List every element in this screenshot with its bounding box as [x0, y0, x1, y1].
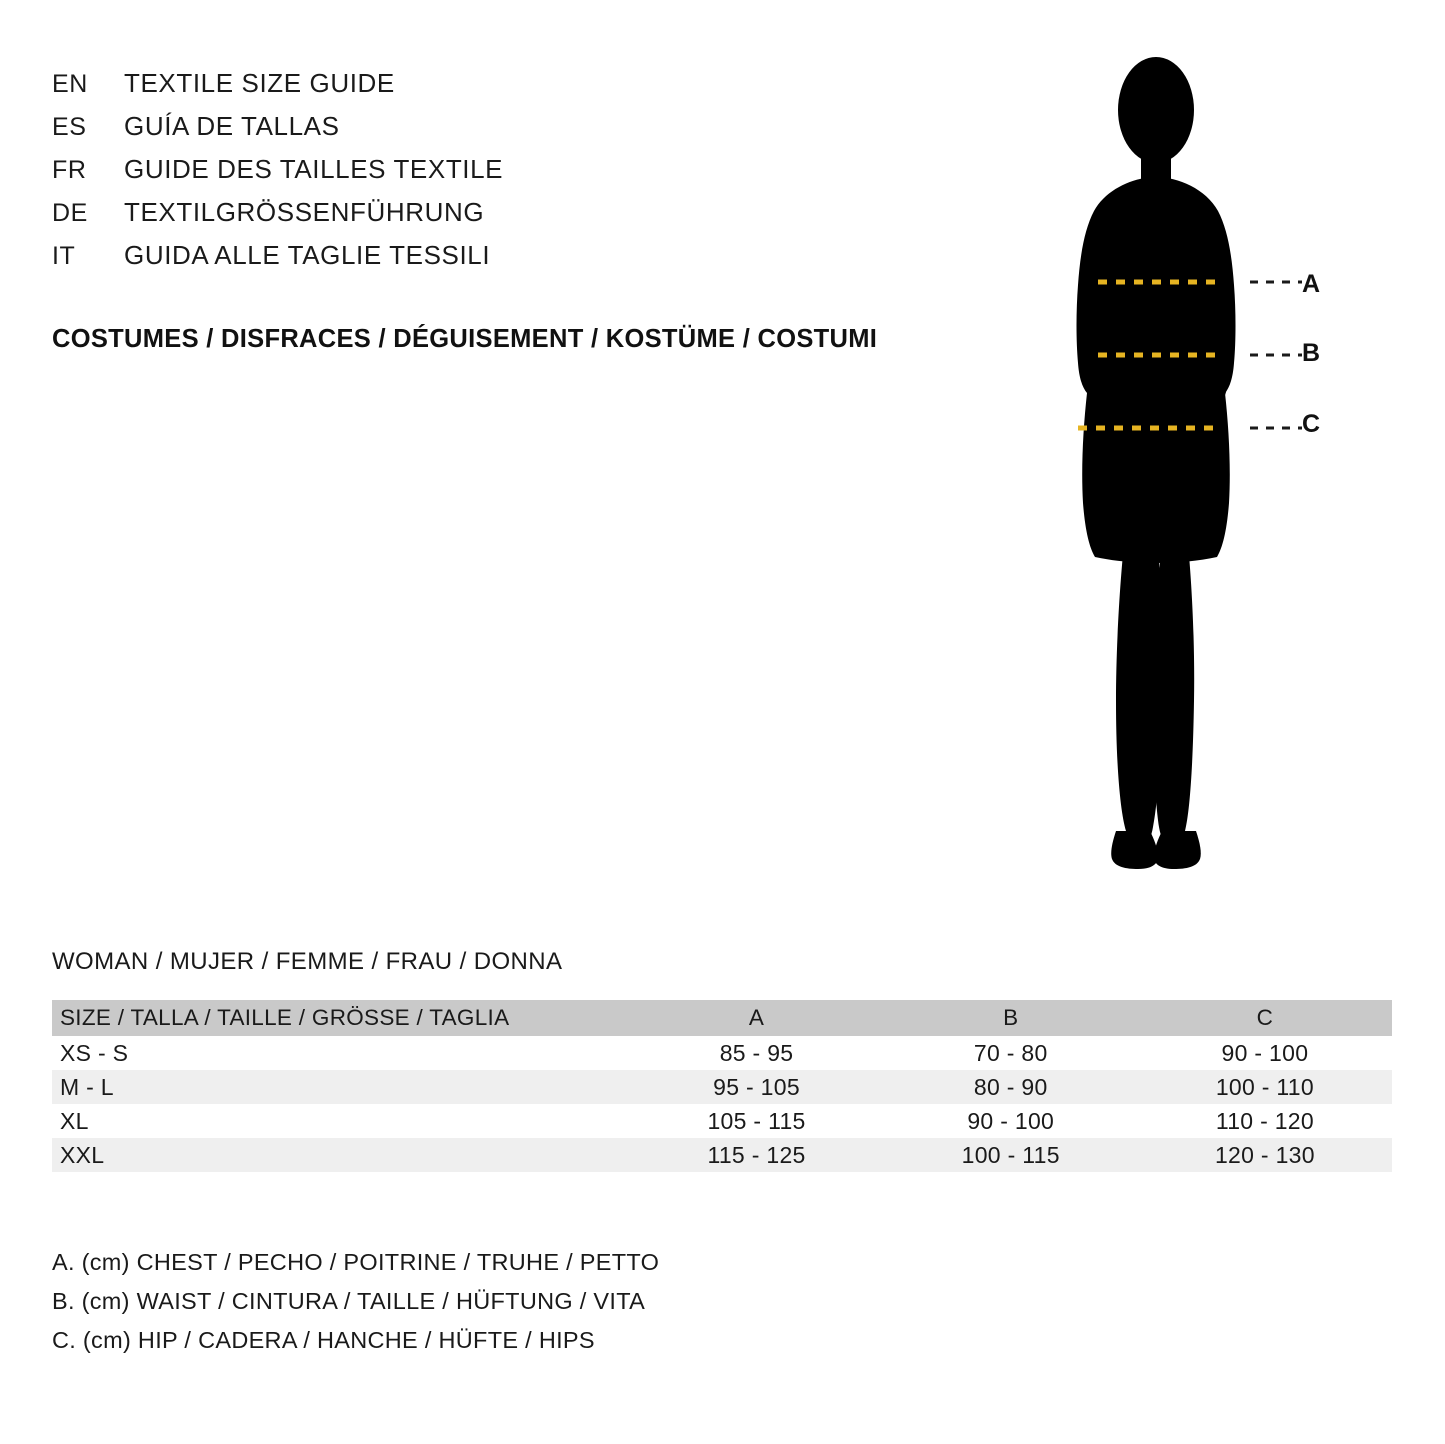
- table-row: [52, 1138, 1392, 1172]
- cell-b: 80 - 90: [973, 1073, 1048, 1100]
- language-text: GUÍA DE TALLAS: [124, 111, 340, 141]
- table-header-row: [52, 1000, 1392, 1036]
- marker-label-c: C: [1302, 410, 1321, 438]
- table-header-a: A: [748, 1005, 765, 1030]
- cell-size: XS - S: [60, 1039, 129, 1066]
- cell-size: XL: [60, 1107, 89, 1134]
- cell-size: M - L: [60, 1073, 114, 1100]
- language-code: IT: [52, 242, 76, 270]
- cell-c: 110 - 120: [1215, 1107, 1314, 1134]
- cell-b: 90 - 100: [967, 1107, 1055, 1134]
- language-code: DE: [52, 199, 88, 227]
- table-title: WOMAN / MUJER / FEMME / FRAU / DONNA: [52, 948, 563, 975]
- language-text: TEXTILGRÖSSENFÜHRUNG: [124, 197, 485, 227]
- legend-item-b: B. (cm) WAIST / CINTURA / TAILLE / HÜFTUNG / VITA: [52, 1288, 646, 1314]
- language-text: GUIDA ALLE TAGLIE TESSILI: [124, 240, 491, 270]
- language-row: [52, 68, 952, 111]
- cell-c: 100 - 110: [1215, 1073, 1314, 1100]
- language-code: FR: [52, 156, 87, 184]
- language-row: [52, 111, 952, 154]
- leader-lines: [1250, 282, 1302, 428]
- table-header-b: B: [1003, 1005, 1019, 1030]
- cell-c: 120 - 130: [1214, 1141, 1315, 1168]
- woman-silhouette-figure: [1010, 55, 1390, 895]
- cell-b: 100 - 115: [961, 1141, 1060, 1168]
- cell-a: 115 - 125: [707, 1141, 806, 1168]
- table-row: [52, 1036, 1392, 1070]
- language-text: GUIDE DES TAILLES TEXTILE: [124, 154, 504, 184]
- cell-a: 85 - 95: [719, 1039, 794, 1066]
- language-code: ES: [52, 113, 87, 141]
- table-header-size: SIZE / TALLA / TAILLE / GRÖSSE / TAGLIA: [60, 1005, 510, 1030]
- cell-a: 105 - 115: [707, 1107, 806, 1134]
- language-row: [52, 154, 952, 197]
- table-row: [52, 1104, 1392, 1138]
- legend-item-a: A. (cm) CHEST / PECHO / POITRINE / TRUHE / PETTO: [52, 1249, 660, 1275]
- costumes-heading: COSTUMES / DISFRACES / DÉGUISEMENT / KOSTÜME / COSTUMI: [52, 325, 878, 353]
- cell-a: 95 - 105: [713, 1073, 800, 1100]
- measurement-legend: [52, 1243, 1152, 1360]
- legend-item-c: C. (cm) HIP / CADERA / HANCHE / HÜFTE / HIPS: [52, 1327, 595, 1353]
- table-header-c: C: [1256, 1005, 1274, 1030]
- silhouette-body-icon: [1077, 57, 1236, 869]
- cell-c: 90 - 100: [1221, 1039, 1309, 1066]
- language-row: [52, 197, 952, 240]
- language-row: [52, 240, 952, 283]
- table-row: [52, 1070, 1392, 1104]
- cell-size: XXL: [60, 1141, 105, 1168]
- language-list: [52, 68, 952, 283]
- language-code: EN: [52, 70, 88, 98]
- marker-label-a: A: [1302, 270, 1321, 298]
- size-table: [52, 1000, 1392, 1172]
- marker-label-b: B: [1302, 339, 1321, 367]
- language-text: TEXTILE SIZE GUIDE: [124, 68, 395, 98]
- cell-b: 70 - 80: [973, 1039, 1048, 1066]
